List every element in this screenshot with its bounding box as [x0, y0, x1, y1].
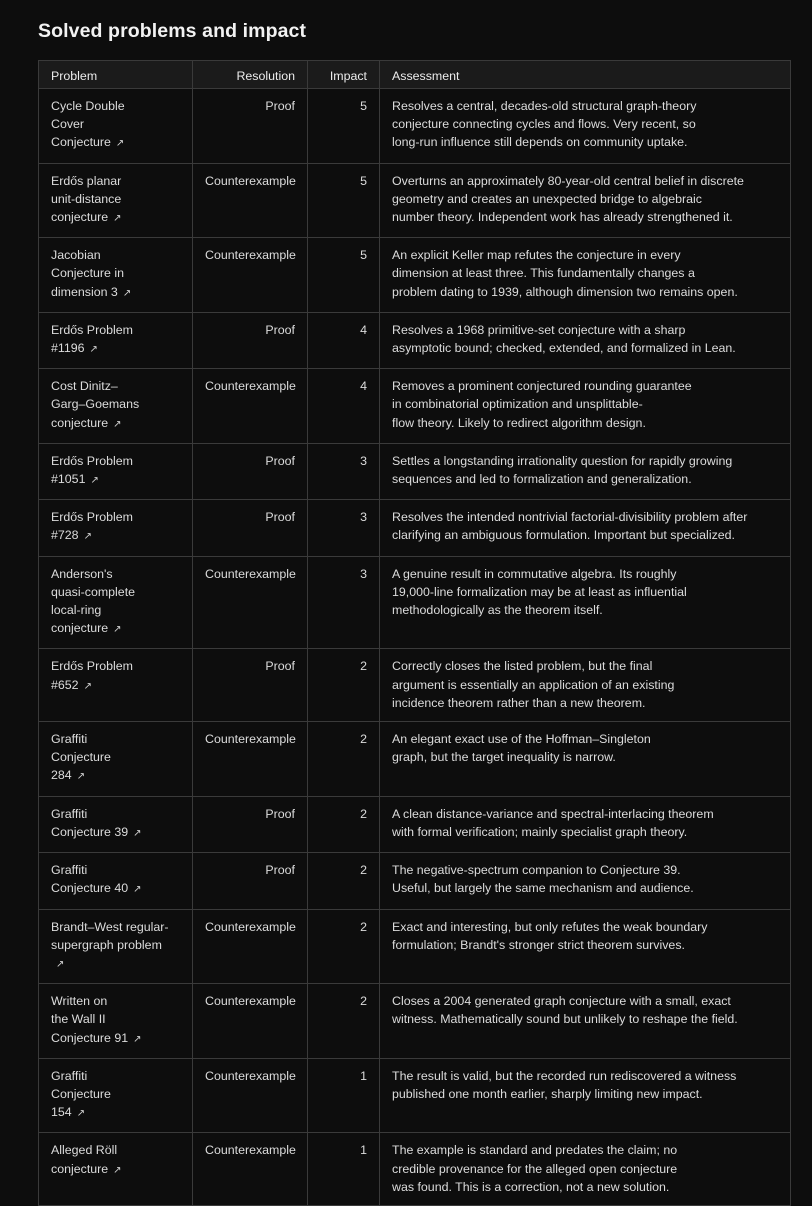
- problem-line: conjecture: [51, 210, 109, 225]
- impact-cell: 3: [308, 443, 380, 499]
- assessment-line: The example is standard and predates the claim; no: [392, 1143, 678, 1158]
- problem-line: Graffiti: [51, 806, 88, 821]
- table-row: [39, 89, 791, 164]
- assessment-line: sequences and led to formalization and generalization.: [392, 472, 692, 487]
- arrow-up-right-icon[interactable]: ↗: [113, 1164, 122, 1176]
- problem-line: supergraph problem: [51, 937, 162, 952]
- problem-line: Erdős Problem: [51, 659, 133, 674]
- impact-cell: 2: [308, 853, 380, 909]
- problem-cell: [39, 163, 193, 238]
- assessment-line: number theory. Independent work has already strengthened it.: [392, 210, 733, 225]
- problem-line: #728: [51, 528, 79, 543]
- problem-line: Graffiti: [51, 863, 88, 878]
- problem-cell: [39, 909, 193, 984]
- impact-cell: 2: [308, 984, 380, 1059]
- problem-line: Conjecture: [51, 750, 111, 765]
- problem-line: Erdős Problem: [51, 322, 133, 337]
- problem-cell: [39, 312, 193, 368]
- resolution-cell: Proof: [193, 500, 308, 556]
- assessment-line: incidence theorem rather than a new theorem.: [392, 695, 646, 710]
- problem-line: Anderson's: [51, 566, 113, 581]
- impact-cell: 5: [308, 89, 380, 164]
- problem-line: Conjecture 40: [51, 881, 129, 896]
- table-row: [39, 163, 791, 238]
- problem-line: quasi-complete: [51, 584, 136, 599]
- assessment-line: The result is valid, but the recorded run rediscovered a witness: [392, 1068, 737, 1083]
- impact-table: [38, 60, 791, 1206]
- assessment-cell: [380, 369, 791, 444]
- table-row: [39, 722, 791, 797]
- assessment-line: Removes a prominent conjectured rounding guarantee: [392, 379, 692, 394]
- problem-cell: [39, 1058, 193, 1133]
- assessment-line: Resolves a 1968 primitive-set conjecture with a sharp: [392, 322, 686, 337]
- arrow-up-right-icon[interactable]: ↗: [83, 531, 92, 543]
- table-row: [39, 1133, 791, 1206]
- arrow-up-right-icon[interactable]: ↗: [115, 138, 125, 150]
- impact-cell: 4: [308, 369, 380, 444]
- resolution-cell: Counterexample: [193, 984, 308, 1059]
- assessment-line: methodologically as the theorem itself.: [392, 603, 603, 618]
- problem-link[interactable]: [51, 863, 142, 895]
- impact-cell: 2: [308, 909, 380, 984]
- problem-cell: [39, 649, 193, 722]
- problem-line: 154: [51, 1105, 72, 1120]
- table-row: [39, 312, 791, 368]
- problem-line: Graffiti: [51, 732, 88, 747]
- assessment-line: The negative-spectrum companion to Conjecture 39.: [392, 863, 681, 878]
- arrow-up-right-icon[interactable]: ↗: [76, 1108, 86, 1120]
- impact-cell: 3: [308, 500, 380, 556]
- assessment-cell: [380, 1133, 791, 1206]
- assessment-line: argument is essentially an application of an existing: [392, 677, 675, 692]
- assessment-line: Useful, but largely the same mechanism and audience.: [392, 881, 694, 896]
- problem-link[interactable]: [51, 379, 139, 429]
- assessment-line: A genuine result in commutative algebra. Its roughly: [392, 566, 677, 581]
- assessment-cell: [380, 556, 791, 649]
- assessment-line: flow theory. Likely to redirect algorithm design.: [392, 415, 646, 430]
- problem-line: Jacobian: [51, 248, 101, 263]
- assessment-line: Exact and interesting, but only refutes the weak boundary: [392, 919, 708, 934]
- assessment-cell: [380, 1058, 791, 1133]
- problem-line: Cover: [51, 117, 85, 132]
- arrow-up-right-icon[interactable]: ↗: [89, 344, 98, 356]
- assessment-cell: [380, 312, 791, 368]
- arrow-up-right-icon[interactable]: ↗: [122, 287, 132, 299]
- resolution-cell: Proof: [193, 89, 308, 164]
- resolution-cell: Counterexample: [193, 369, 308, 444]
- table-row: [39, 853, 791, 909]
- table-row: [39, 443, 791, 499]
- resolution-cell: Counterexample: [193, 722, 308, 797]
- table-row: [39, 369, 791, 444]
- assessment-line: clarifying an ambiguous formulation. Important but specialized.: [392, 528, 735, 543]
- assessment-line: Correctly closes the listed problem, but the final: [392, 659, 653, 674]
- impact-cell: 5: [308, 238, 380, 313]
- assessment-line: in combinatorial optimization and unsplittable-: [392, 397, 643, 412]
- resolution-cell: Proof: [193, 312, 308, 368]
- resolution-cell: Counterexample: [193, 909, 308, 984]
- problem-line: Erdős planar: [51, 173, 122, 188]
- problem-line: Conjecture: [51, 1086, 111, 1101]
- problem-line: the Wall II: [51, 1012, 106, 1027]
- assessment-line: was found. This is a correction, not a new solution.: [392, 1179, 670, 1194]
- problem-link[interactable]: [51, 920, 169, 970]
- problem-line: Conjecture: [51, 135, 111, 150]
- table-header-row: [39, 61, 791, 89]
- table-row: [39, 1058, 791, 1133]
- resolution-cell: Proof: [193, 649, 308, 722]
- assessment-line: An explicit Keller map refutes the conjecture in every: [392, 248, 681, 263]
- problem-line: #1051: [51, 472, 86, 487]
- assessment-line: conjecture connecting cycles and flows. Very recent, so: [392, 117, 696, 132]
- assessment-line: Settles a longstanding irrationality question for rapidly growing: [392, 453, 733, 468]
- problem-line: Conjecture in: [51, 266, 125, 281]
- assessment-line: Closes a 2004 generated graph conjecture with a small, exact: [392, 994, 731, 1009]
- problem-link[interactable]: [51, 567, 135, 636]
- problem-line: Erdős Problem: [51, 510, 133, 525]
- table-row: [39, 649, 791, 722]
- header-problem: Problem: [39, 61, 193, 89]
- table-row: [39, 909, 791, 984]
- assessment-cell: [380, 163, 791, 238]
- problem-line: conjecture: [51, 415, 109, 430]
- resolution-cell: Counterexample: [193, 556, 308, 649]
- assessment-cell: [380, 909, 791, 984]
- assessment-line: asymptotic bound; checked, extended, and formalized in Lean.: [392, 341, 736, 356]
- assessment-line: An elegant exact use of the Hoffman–Singleton: [392, 732, 651, 747]
- problem-line: Erdős Problem: [51, 453, 133, 468]
- assessment-line: graph, but the target inequality is narrow.: [392, 750, 616, 765]
- resolution-cell: Proof: [193, 853, 308, 909]
- problem-cell: [39, 984, 193, 1059]
- assessment-cell: [380, 722, 791, 797]
- assessment-cell: [380, 89, 791, 164]
- problem-link[interactable]: [51, 994, 142, 1044]
- resolution-cell: Counterexample: [193, 1058, 308, 1133]
- problem-line: conjecture: [51, 1161, 109, 1176]
- problem-line: Graffiti: [51, 1068, 88, 1083]
- arrow-up-right-icon[interactable]: ↗: [113, 418, 122, 430]
- assessment-line: 19,000-line formalization may be at least as influential: [392, 584, 687, 599]
- page-title: Solved problems and impact: [38, 20, 307, 42]
- problem-line: dimension 3: [51, 284, 118, 299]
- header-assessment: Assessment: [380, 61, 791, 89]
- assessment-line: published one month earlier, sharply limiting new impact.: [392, 1086, 703, 1101]
- problem-cell: [39, 369, 193, 444]
- arrow-up-right-icon[interactable]: ↗: [76, 771, 86, 783]
- problem-cell: [39, 1133, 193, 1206]
- assessment-line: witness. Mathematically sound but unlikely to reshape the field.: [392, 1012, 738, 1027]
- problem-line: Written on: [51, 994, 108, 1009]
- arrow-up-right-icon[interactable]: ↗: [133, 884, 142, 896]
- assessment-line: A clean distance-variance and spectral-interlacing theorem: [392, 806, 714, 821]
- problem-cell: [39, 500, 193, 556]
- arrow-up-right-icon[interactable]: ↗: [56, 958, 65, 970]
- assessment-line: Resolves a central, decades-old structural graph-theory: [392, 99, 697, 113]
- impact-cell: 2: [308, 722, 380, 797]
- problem-line: Garg–Goemans: [51, 397, 140, 412]
- assessment-cell: [380, 853, 791, 909]
- table-row: [39, 556, 791, 649]
- impact-cell: 2: [308, 796, 380, 852]
- assessment-line: long-run influence still depends on community uptake.: [392, 135, 688, 150]
- problem-link[interactable]: [51, 807, 142, 839]
- assessment-cell: [380, 649, 791, 722]
- assessment-line: with formal verification; mainly specialist graph theory.: [392, 824, 688, 839]
- problem-line: #652: [51, 677, 79, 692]
- assessment-line: Overturns an approximately 80-year-old central belief in discrete: [392, 173, 744, 188]
- problem-link[interactable]: [51, 454, 133, 486]
- problem-link[interactable]: [51, 659, 133, 691]
- problem-line: Brandt–West regular-: [51, 919, 169, 934]
- problem-line: Cost Dinitz–: [51, 379, 118, 394]
- problem-line: unit-distance: [51, 191, 122, 206]
- problem-cell: [39, 853, 193, 909]
- arrow-up-right-icon[interactable]: ↗: [113, 213, 122, 225]
- problem-cell: [39, 556, 193, 649]
- assessment-line: geometry and creates an unexpected bridge to algebraic: [392, 191, 702, 206]
- assessment-cell: [380, 796, 791, 852]
- problem-link[interactable]: [51, 248, 131, 298]
- problem-cell: [39, 89, 193, 164]
- problem-line: local-ring: [51, 603, 102, 618]
- problem-cell: [39, 443, 193, 499]
- assessment-cell: [380, 443, 791, 499]
- problem-line: conjecture: [51, 621, 109, 636]
- assessment-line: dimension at least three. This fundamentally changes a: [392, 266, 695, 281]
- table-row: [39, 238, 791, 313]
- impact-cell: 4: [308, 312, 380, 368]
- assessment-line: formulation; Brandt's stronger strict theorem survives.: [392, 937, 685, 952]
- resolution-cell: Counterexample: [193, 163, 308, 238]
- resolution-cell: Proof: [193, 443, 308, 499]
- header-impact: Impact: [308, 61, 380, 89]
- problem-link[interactable]: [51, 1069, 111, 1119]
- problem-cell: [39, 722, 193, 797]
- problem-line: Conjecture 39: [51, 824, 129, 839]
- problem-link[interactable]: [51, 510, 133, 542]
- table-row: [39, 984, 791, 1059]
- problem-link[interactable]: [51, 1143, 122, 1175]
- problem-link[interactable]: [51, 99, 125, 149]
- assessment-cell: [380, 238, 791, 313]
- resolution-cell: Counterexample: [193, 238, 308, 313]
- impact-cell: 1: [308, 1058, 380, 1133]
- impact-cell: 1: [308, 1133, 380, 1206]
- problem-link[interactable]: [51, 323, 133, 355]
- problem-line: Alleged Röll: [51, 1143, 118, 1158]
- assessment-cell: [380, 984, 791, 1059]
- assessment-cell: [380, 500, 791, 556]
- arrow-up-right-icon[interactable]: ↗: [83, 680, 92, 692]
- problem-line: 284: [51, 768, 72, 783]
- arrow-up-right-icon[interactable]: ↗: [113, 624, 122, 636]
- table-body: [39, 89, 791, 1206]
- impact-cell: 5: [308, 163, 380, 238]
- table-row: [39, 796, 791, 852]
- problem-cell: [39, 796, 193, 852]
- resolution-cell: Counterexample: [193, 1133, 308, 1206]
- impact-cell: 2: [308, 649, 380, 722]
- problem-link[interactable]: [51, 732, 111, 782]
- arrow-up-right-icon[interactable]: ↗: [133, 1033, 142, 1045]
- arrow-up-right-icon[interactable]: ↗: [133, 827, 142, 839]
- header-resolution: Resolution: [193, 61, 308, 89]
- arrow-up-right-icon[interactable]: ↗: [90, 475, 99, 487]
- problem-cell: [39, 238, 193, 313]
- problem-line: Cycle Double: [51, 99, 125, 113]
- assessment-line: credible provenance for the alleged open conjecture: [392, 1161, 678, 1176]
- table-row: [39, 500, 791, 556]
- problem-line: #1196: [51, 341, 85, 356]
- resolution-cell: Proof: [193, 796, 308, 852]
- impact-cell: 3: [308, 556, 380, 649]
- problem-line: Conjecture 91: [51, 1030, 129, 1045]
- problem-link[interactable]: [51, 174, 122, 224]
- assessment-line: Resolves the intended nontrivial factorial-divisibility problem after: [392, 510, 748, 525]
- assessment-line: problem dating to 1939, although dimension two remains open.: [392, 284, 738, 299]
